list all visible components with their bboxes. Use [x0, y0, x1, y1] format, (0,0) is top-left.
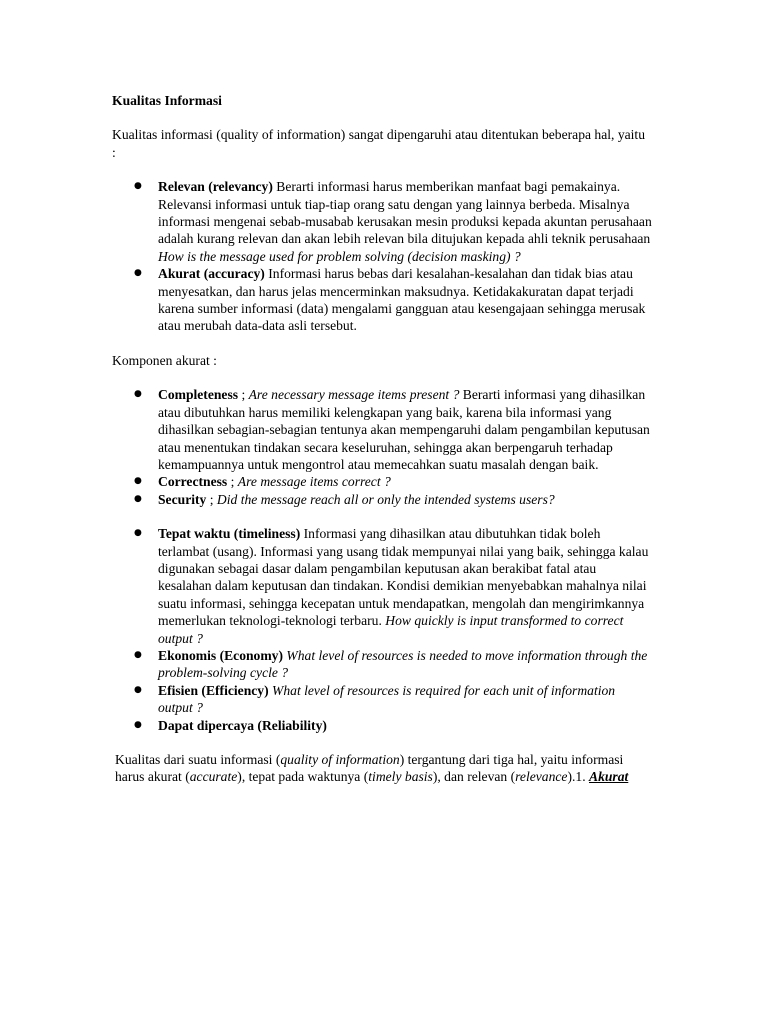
list-item-term: Tepat waktu (timeliness): [158, 526, 301, 542]
bullet-icon: ●: [134, 476, 142, 487]
list-item-question: Did the message reach all or only the intended systems users?: [216, 491, 555, 507]
list-item-term: Security: [158, 491, 207, 507]
bullet-icon: ●: [134, 649, 142, 660]
closing-text: ), tepat pada waktunya (: [237, 769, 369, 785]
bullet-icon: ●: [134, 181, 142, 192]
list-item-term: Completeness: [158, 387, 239, 403]
closing-italic: relevance: [515, 769, 568, 785]
list-item-term: Akurat (accuracy): [158, 266, 265, 282]
quality-list-continued: [112, 525, 652, 734]
bullet-icon: ●: [134, 268, 142, 279]
list-item: [112, 682, 652, 717]
list-item: [112, 525, 652, 647]
list-item: [112, 265, 652, 335]
bullet-icon: ●: [134, 493, 142, 504]
list-item: [112, 491, 652, 508]
list-item: [112, 647, 652, 682]
list-item-question: How is the message used for problem solving (decision masking) ?: [158, 248, 521, 264]
intro-paragraph: Kualitas informasi (quality of information) sangat dipengaruhi atau ditentukan beberapa hal, yaitu :: [112, 127, 646, 160]
closing-text: ).1.: [567, 769, 589, 785]
list-item: [112, 178, 652, 265]
list-item-text: Berarti informasi harus memberikan manfaat bagi pemakainya. Relevansi informasi untuk tiap-tiap orang satu dengan yang lainnya berbeda. Misalnya informasi mengenai sebab-musabab kerusakan mesin produksi kepada akuntan perusahaan adalah kurang relevan dan akan lebih relevan bila ditujukan kepada ahli teknik perusahaan: [158, 179, 652, 247]
closing-italic: accurate: [189, 769, 238, 785]
komponen-list: [112, 386, 652, 508]
list-item-term: Ekonomis (Economy): [158, 647, 283, 663]
document-body: [112, 92, 652, 786]
list-item-question: What level of resources is needed to move information through the problem-solving cycle ?: [158, 647, 648, 681]
list-item-question: Are necessary message items present ?: [248, 387, 460, 403]
list-item-text: Informasi yang dihasilkan atau dibutuhkan tidak boleh terlambat (usang). Informasi yang usang tidak mempunyai nilai yang baik, sehingga kalau digunakan sebagai dasar dalam pengambilan keputusan akan berakibat fatal atau kesalahan dalam keputusan dan tindakan. Kondisi demikian menyebabkan mahalnya nilai suatu informasi, sehingga kecepatan untuk mendapatkan, mengolah dan mengirimkannya memerlukan teknologi-teknologi terbaru.: [158, 526, 649, 629]
list-item-question: What level of resources is required for each unit of information output ?: [158, 682, 616, 716]
list-item-term: Correctness: [158, 474, 228, 490]
quality-list: [112, 178, 652, 335]
closing-text: ), dan relevan (: [432, 769, 516, 785]
closing-italic: timely basis: [368, 769, 433, 785]
list-item-term: Relevan (relevancy): [158, 179, 273, 195]
closing-italic: quality of information: [280, 752, 400, 767]
closing-text: Kualitas dari suatu informasi (: [115, 752, 281, 767]
list-item: [112, 386, 652, 473]
list-item-separator: ;: [206, 491, 217, 507]
closing-text: ) tergantung dari tiga hal, yaitu informasi harus akurat (: [115, 752, 624, 785]
bullet-icon: ●: [134, 389, 142, 400]
list-item-question: Are message items correct ?: [237, 474, 391, 490]
closing-paragraph: [112, 751, 652, 786]
list-item-separator: ;: [227, 474, 238, 490]
list-item-term: Dapat dipercaya (Reliability): [158, 717, 327, 733]
list-item-term: Efisien (Efficiency): [158, 682, 269, 698]
page-title: Kualitas Informasi: [112, 93, 222, 108]
akurat-link[interactable]: Akurat: [589, 769, 629, 785]
list-item-question: How quickly is input transformed to correct output ?: [158, 613, 624, 646]
bullet-icon: ●: [134, 684, 142, 695]
bullet-icon: ●: [134, 528, 142, 539]
komponen-label: Komponen akurat :: [112, 352, 217, 368]
list-item-text: Informasi harus bebas dari kesalahan-kesalahan dan tidak bias atau menyesatkan, dan harus jelas mencerminkan maksudnya. Ketidakakuratan dapat terjadi karena sumber informasi (data) mengalami gangguan atau kesengajaan sehingga merusak atau merubah data-data asli tersebut.: [158, 266, 646, 334]
list-item-text: Berarti informasi yang dihasilkan atau dibutuhkan harus memiliki kelengkapan yang baik, karena bila informasi yang dihasilkan sebagian-sebagian tentunya akan mempengaruhi dalam pengambilan keputusan atau menentukan tindakan secara keseluruhan, sehingga akan berpengaruh terhadap kemampuannya untuk mengontrol atau memecahkan suatu masalah dengan baik.: [158, 387, 650, 472]
list-item-separator: ;: [238, 387, 249, 403]
list-item: [112, 473, 652, 490]
bullet-icon: ●: [134, 719, 142, 730]
list-item: [112, 717, 652, 734]
